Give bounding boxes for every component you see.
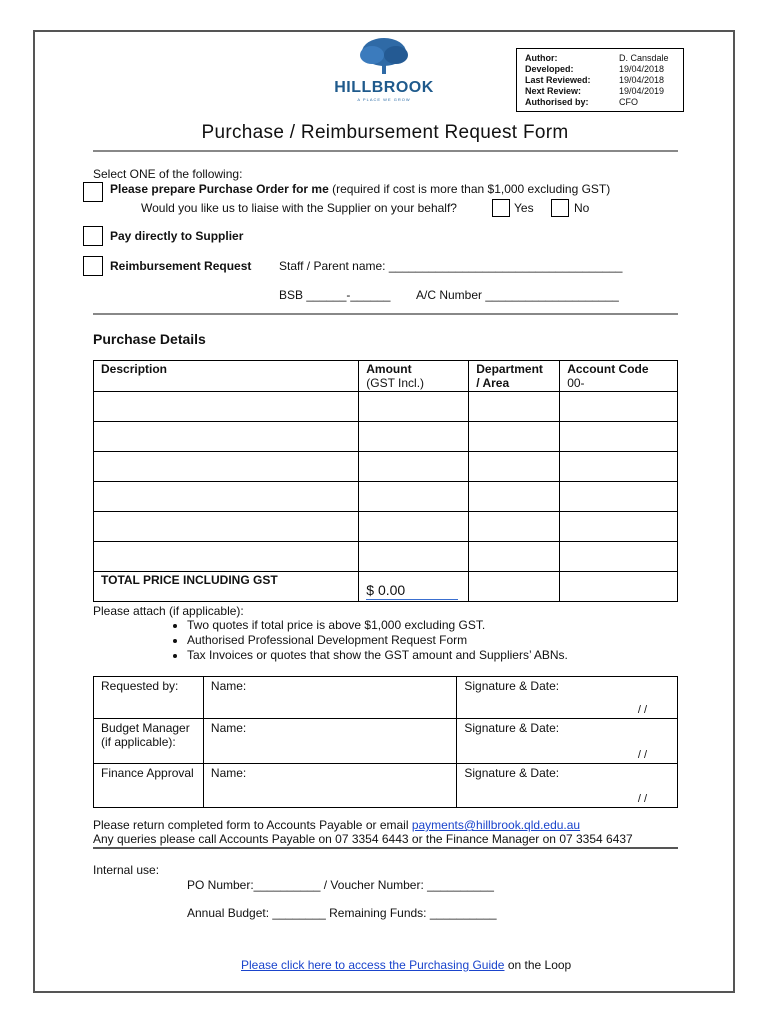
- total-account-cell: [560, 572, 678, 602]
- table-row: [94, 542, 678, 572]
- liaise-yes-checkbox[interactable]: [492, 199, 510, 217]
- description-cell[interactable]: [94, 512, 359, 542]
- department-cell[interactable]: [469, 392, 560, 422]
- account-code-cell[interactable]: [560, 452, 678, 482]
- total-label: TOTAL PRICE INCLUDING GST: [94, 572, 359, 602]
- liaise-yes-label: Yes: [514, 201, 534, 215]
- signature-label: Signature & Date:: [464, 721, 560, 735]
- hillbrook-logo: [326, 36, 442, 100]
- total-department-cell: [469, 572, 560, 602]
- meta-value: 19/04/2018: [619, 75, 665, 85]
- meta-label: Next Review:: [525, 86, 582, 96]
- purchase-order-option: [110, 182, 610, 196]
- po-voucher-fields[interactable]: PO Number:__________ / Voucher Number: __________: [187, 878, 494, 892]
- reimbursement-label: Reimbursement Request: [110, 259, 252, 273]
- select-prompt: Select ONE of the following:: [93, 167, 243, 181]
- name-field[interactable]: [203, 677, 456, 719]
- footer-suffix: on the Loop: [504, 958, 572, 972]
- budget-funds-fields[interactable]: Annual Budget: ________ Remaining Funds: __________: [187, 906, 497, 920]
- pay-direct-label: Pay directly to Supplier: [110, 229, 244, 243]
- return-text: Please return completed form to Accounts Payable or email: [93, 818, 412, 832]
- amount-cell[interactable]: [359, 482, 469, 512]
- liaise-no-label: No: [574, 201, 590, 215]
- meta-label: Authorised by:: [525, 97, 589, 107]
- total-amount-cell: [359, 572, 469, 602]
- list-item: • Tax Invoices or quotes that show the GST amount and Suppliers’ ABNs.: [187, 648, 678, 663]
- name-label: Name:: [210, 721, 247, 735]
- purchase-details-table: [93, 360, 678, 602]
- logo-name: HILLBROOK: [334, 79, 434, 96]
- account-code-cell[interactable]: [560, 422, 678, 452]
- department-cell[interactable]: [469, 452, 560, 482]
- internal-use-label: Internal use:: [93, 863, 160, 877]
- description-cell[interactable]: [94, 392, 359, 422]
- table-row: [94, 482, 678, 512]
- description-header: Description: [94, 361, 359, 392]
- description-cell[interactable]: [94, 482, 359, 512]
- signature-date-field[interactable]: [457, 764, 678, 808]
- name-label: Name:: [210, 679, 247, 693]
- table-header-row: [94, 361, 678, 392]
- amount-header: [359, 361, 469, 392]
- purchasing-guide-link[interactable]: Please click here to access the Purchasing Guide: [241, 958, 505, 972]
- meta-value: 19/04/2018: [619, 64, 665, 74]
- meta-row: [525, 86, 677, 97]
- name-label: Name:: [210, 766, 247, 780]
- footer-line: [241, 958, 571, 972]
- department-cell[interactable]: [469, 542, 560, 572]
- amount-cell[interactable]: [359, 452, 469, 482]
- attach-list-wrapper: [93, 618, 678, 663]
- table-row: [94, 452, 678, 482]
- tree-icon: [354, 36, 414, 76]
- amount-cell[interactable]: [359, 542, 469, 572]
- department-header-sub: / Area: [476, 376, 510, 390]
- purchase-order-checkbox[interactable]: [83, 182, 103, 202]
- pay-direct-checkbox[interactable]: [83, 226, 103, 246]
- account-code-header-label: Account Code: [567, 362, 649, 376]
- account-number-field[interactable]: A/C Number ____________________: [416, 288, 619, 302]
- liaise-no-checkbox[interactable]: [551, 199, 569, 217]
- approval-signatures-table: [93, 676, 678, 808]
- document-meta-box: [516, 48, 684, 112]
- account-code-header: [560, 361, 678, 392]
- options-divider: [93, 313, 678, 315]
- date-slashes: / /: [637, 793, 647, 805]
- list-item: • Two quotes if total price is above $1,000 excluding GST.: [187, 618, 678, 633]
- queries-line: Any queries please call Accounts Payable on 07 3354 6443 or the Finance Manager on 07 3354 6437: [93, 832, 633, 846]
- signature-date-field[interactable]: [457, 677, 678, 719]
- role-label: Budget Manager (if applicable):: [94, 719, 204, 764]
- signature-label: Signature & Date:: [464, 679, 560, 693]
- staff-parent-name-field[interactable]: Staff / Parent name: ___________________________________: [279, 259, 623, 273]
- description-cell[interactable]: [94, 542, 359, 572]
- title-divider: [93, 150, 678, 152]
- department-header-label: Department: [476, 362, 543, 376]
- meta-label: Last Reviewed:: [525, 75, 591, 85]
- meta-label: Developed:: [525, 64, 574, 74]
- department-header: [469, 361, 560, 392]
- return-divider: [93, 847, 678, 849]
- account-code-cell[interactable]: [560, 392, 678, 422]
- meta-value: D. Cansdale: [619, 53, 669, 63]
- date-slashes: / /: [637, 704, 647, 716]
- account-code-cell[interactable]: [560, 482, 678, 512]
- amount-cell[interactable]: [359, 392, 469, 422]
- account-code-cell[interactable]: [560, 512, 678, 542]
- bsb-field[interactable]: BSB ______-______: [279, 288, 391, 302]
- description-cell[interactable]: [94, 452, 359, 482]
- table-row: [94, 512, 678, 542]
- department-cell[interactable]: [469, 512, 560, 542]
- meta-row: [525, 75, 677, 86]
- signature-label: Signature & Date:: [464, 766, 560, 780]
- page-title: Purchase / Reimbursement Request Form: [201, 122, 569, 143]
- meta-row: [525, 53, 677, 64]
- meta-label: Author:: [525, 53, 558, 63]
- attach-intro: Please attach (if applicable):: [93, 604, 244, 618]
- account-code-cell[interactable]: [560, 542, 678, 572]
- total-amount-value[interactable]: $ 0.00: [366, 582, 458, 600]
- amount-cell[interactable]: [359, 422, 469, 452]
- total-row: [94, 572, 678, 602]
- meta-value: 19/04/2019: [619, 86, 665, 96]
- purchase-order-label: Please prepare Purchase Order for me: [110, 182, 329, 196]
- purchase-order-note: (required if cost is more than $1,000 excluding GST): [332, 182, 611, 196]
- account-code-prefix: 00-: [567, 376, 585, 390]
- description-cell[interactable]: [94, 422, 359, 452]
- meta-row: [525, 97, 677, 108]
- department-cell[interactable]: [469, 422, 560, 452]
- table-row: [94, 422, 678, 452]
- signature-row: [94, 677, 678, 719]
- table-row: [94, 392, 678, 422]
- liaise-question: Would you like us to liaise with the Supplier on your behalf?: [141, 201, 457, 215]
- date-slashes: / /: [637, 749, 647, 761]
- department-cell[interactable]: [469, 482, 560, 512]
- amount-header-sub: (GST Incl.): [366, 376, 425, 390]
- name-field[interactable]: [203, 719, 456, 764]
- meta-row: [525, 64, 677, 75]
- reimbursement-checkbox[interactable]: [83, 256, 103, 276]
- signature-date-field[interactable]: [457, 719, 678, 764]
- amount-cell[interactable]: [359, 512, 469, 542]
- payments-email-link[interactable]: payments@hillbrook.qld.edu.au: [411, 818, 581, 832]
- signature-row: [94, 764, 678, 808]
- return-instructions: [93, 818, 580, 832]
- purchase-details-heading: Purchase Details: [93, 331, 206, 347]
- name-field[interactable]: [203, 764, 456, 808]
- list-item: • Authorised Professional Development Request Form: [187, 633, 678, 648]
- meta-value: CFO: [619, 97, 638, 107]
- signature-row: [94, 719, 678, 764]
- role-label: Requested by:: [94, 677, 204, 719]
- amount-header-label: Amount: [366, 362, 412, 376]
- role-label: Finance Approval: [94, 764, 204, 808]
- logo-tagline: A PLACE WE GROW: [357, 97, 411, 102]
- attach-list: [93, 618, 678, 663]
